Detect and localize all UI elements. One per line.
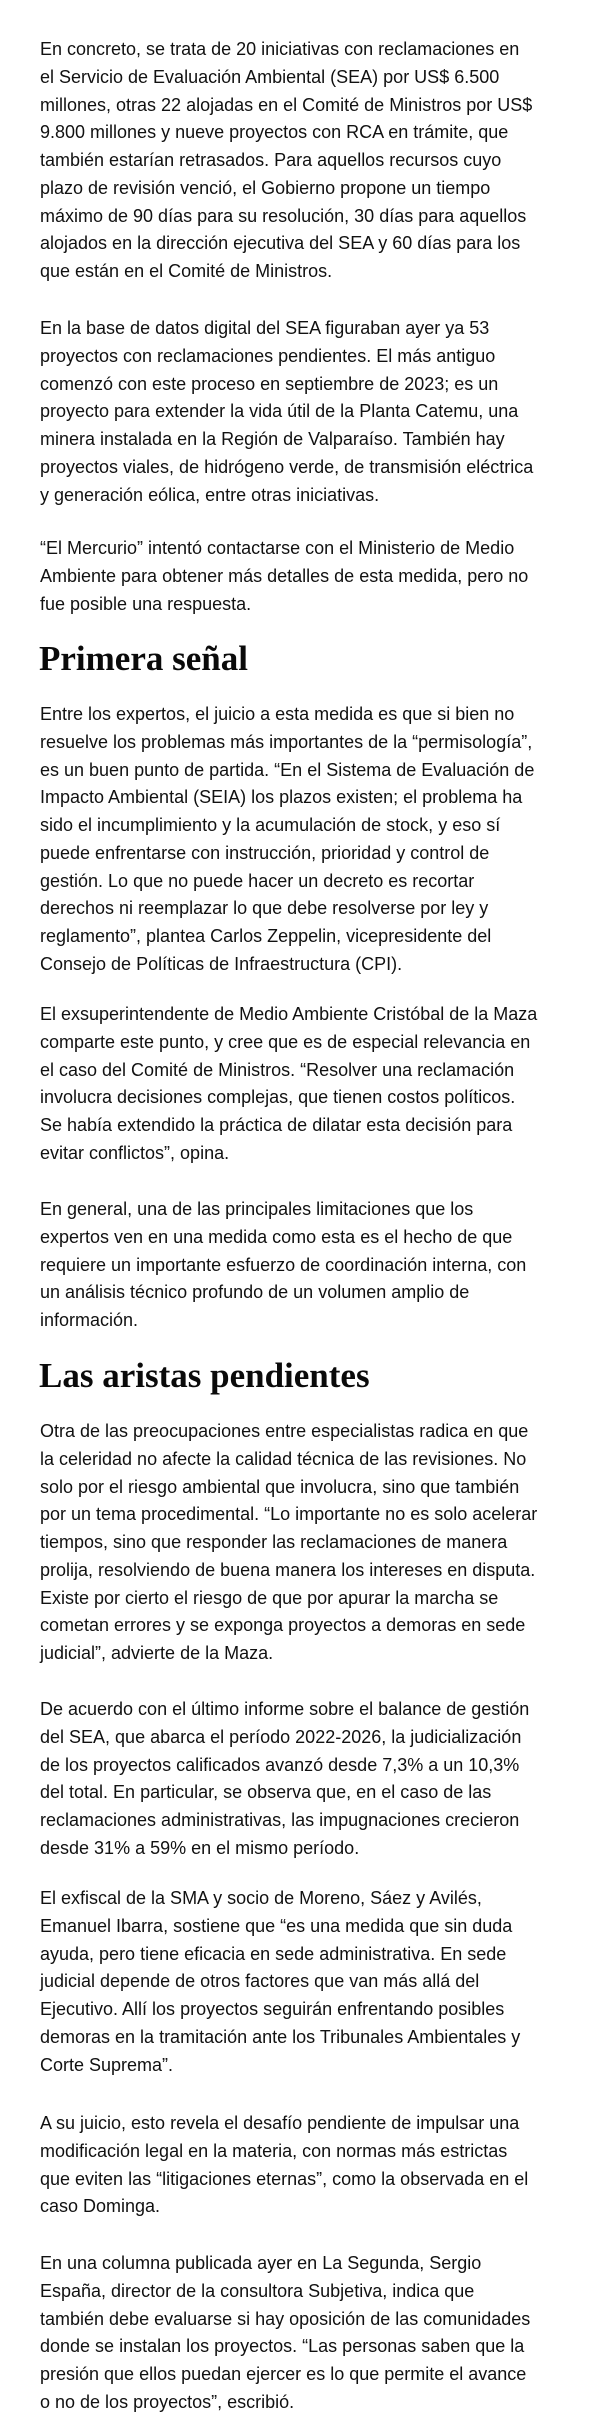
text-line: Consejo de Políticas de Infraestructura (CPI). bbox=[40, 953, 403, 974]
text-line: “El Mercurio” intentó contactarse con el Ministerio de Medio bbox=[40, 538, 515, 558]
text-line: 9.800 millones y nueve proyectos con RCA en trámite, que bbox=[40, 122, 509, 143]
text-line: demoras en la tramitación ante los Tribunales Ambientales y bbox=[40, 2026, 521, 2047]
section-heading-las-aristas-pendientes: Las aristas pendientes bbox=[39, 1356, 370, 1395]
text-line: donde se instalan los proyectos. “Las personas saben que la bbox=[40, 2336, 525, 2357]
text-line: evitar conflictos”, opina. bbox=[40, 1142, 230, 1163]
text-line: que eviten las “litigaciones eternas”, como la observada en el bbox=[40, 2168, 529, 2189]
paragraph-7 bbox=[40, 1418, 590, 1668]
text-line: Otra de las preocupaciones entre especialistas radica en que bbox=[40, 1421, 529, 1441]
text-line: máximo de 90 días para su resolución, 30 días para aquellos bbox=[40, 205, 527, 226]
text-line: ayuda, pero tiene eficacia en sede administrativa. En sede bbox=[40, 1943, 507, 1964]
text-line: minera instalada en la Región de Valparaíso. También hay bbox=[40, 429, 505, 449]
text-line: del total. En particular, se observa que, en el caso de las bbox=[40, 1782, 492, 1803]
text-line: modificación legal en la materia, con normas más estrictas bbox=[40, 2140, 508, 2161]
text-line: Se había extendido la práctica de dilatar esta decisión para bbox=[40, 1115, 513, 1135]
text-line: y generación eólica, entre otras iniciativas. bbox=[40, 484, 380, 505]
text-line: el Servicio de Evaluación Ambiental (SEA) por US$ 6.500 bbox=[40, 66, 500, 87]
text-line: De acuerdo con el último informe sobre el balance de gestión bbox=[40, 1699, 530, 1719]
text-line: derechos ni reemplazar lo que debe resolverse por ley y bbox=[40, 898, 489, 919]
text-line: expertos ven en una medida como esta es el hecho de que bbox=[40, 1226, 513, 1247]
text-line: información. bbox=[40, 1310, 139, 1330]
text-line: el caso del Comité de Ministros. “Resolver una reclamación bbox=[40, 1059, 515, 1080]
text-line: es un buen punto de partida. “En el Sistema de Evaluación de bbox=[40, 759, 535, 780]
paragraph-6 bbox=[40, 1196, 590, 1335]
text-line: Existe por cierto el riesgo de que por apurar la marcha se bbox=[40, 1587, 499, 1608]
text-line: fue posible una respuesta. bbox=[40, 593, 252, 614]
text-line: En concreto, se trata de 20 iniciativas con reclamaciones en bbox=[40, 39, 520, 59]
text-line: Ambiente para obtener más detalles de esta medida, pero no bbox=[40, 565, 529, 586]
text-line: desde 31% a 59% en el mismo período. bbox=[40, 1837, 360, 1858]
text-line: prolija, resolviendo de buena manera los intereses en disputa. bbox=[40, 1559, 536, 1580]
text-line: Ejecutivo. Allí los proyectos seguirán enfrentando posibles bbox=[40, 1999, 505, 2019]
text-line: cometan errores y se exponga proyectos a demoras en sede bbox=[40, 1615, 526, 1636]
text-line: solo por el riesgo ambiental que involucra, sino que también bbox=[40, 1476, 520, 1497]
text-line: la celeridad no afecte la calidad técnica de las revisiones. No bbox=[40, 1448, 527, 1469]
text-line: proyectos con reclamaciones pendientes. El más antiguo bbox=[40, 345, 496, 366]
text-line: o no de los proyectos”, escribió. bbox=[40, 2391, 295, 2412]
text-line: Entre los expertos, el juicio a esta medida es que si bien no bbox=[40, 704, 515, 724]
text-line: también estarían retrasados. Para aquellos recursos cuyo bbox=[40, 150, 502, 170]
paragraph-5 bbox=[40, 1001, 590, 1168]
paragraph-10 bbox=[40, 2110, 590, 2221]
text-line: comenzó con este proceso en septiembre de 2023; es un bbox=[40, 373, 499, 394]
text-line: de los proyectos calificados avanzó desde 7,3% a un 10,3% bbox=[40, 1754, 520, 1775]
text-line: reglamento”, plantea Carlos Zeppelin, vicepresidente del bbox=[40, 926, 492, 946]
text-line: El exfiscal de la SMA y socio de Moreno, Sáez y Avilés, bbox=[40, 1888, 482, 1908]
text-line: En general, una de las principales limitaciones que los bbox=[40, 1199, 474, 1219]
text-line: requiere un importante esfuerzo de coordinación interna, con bbox=[40, 1254, 527, 1275]
text-line: un análisis técnico profundo de un volumen amplio de bbox=[40, 1282, 470, 1303]
text-line: judicial”, advierte de la Maza. bbox=[40, 1643, 274, 1663]
text-line: España, director de la consultora Subjetiva, indica que bbox=[40, 2280, 475, 2301]
text-line: comparte este punto, y cree que es de especial relevancia en bbox=[40, 1031, 531, 1052]
text-line: resuelve los problemas más importantes de la “permisología”, bbox=[40, 731, 533, 752]
text-line: presión que ellos puedan ejercer es lo que permite el avance bbox=[40, 2364, 527, 2384]
text-line: puede enfrentarse con instrucción, prioridad y control de bbox=[40, 842, 490, 863]
text-line: reclamaciones administrativas, las impugnaciones crecieron bbox=[40, 1810, 520, 1830]
paragraph-1 bbox=[40, 36, 590, 286]
text-line: también debe evaluarse si hay oposición de las comunidades bbox=[40, 2308, 531, 2329]
text-line: proyectos viales, de hidrógeno verde, de transmisión eléctrica bbox=[40, 456, 534, 477]
text-line: gestión. Lo que no puede hacer un decreto es recortar bbox=[40, 870, 475, 891]
text-line: A su juicio, esto revela el desafío pendiente de impulsar una bbox=[40, 2113, 520, 2133]
text-line: involucra decisiones complejas, que tienen costos políticos. bbox=[40, 1087, 516, 1108]
text-line: judicial depende de otros factores que van más allá del bbox=[40, 1971, 480, 1992]
text-line: que están en el Comité de Ministros. bbox=[40, 261, 333, 281]
section-heading-primera-senal: Primera señal bbox=[39, 639, 248, 678]
text-line: proyecto para extender la vida útil de la Planta Catemu, una bbox=[40, 401, 519, 422]
paragraph-2 bbox=[40, 315, 590, 509]
text-line: alojados en la dirección ejecutiva del SEA y 60 días para los bbox=[40, 233, 521, 254]
text-line: del SEA, que abarca el período 2022-2026, la judicialización bbox=[40, 1726, 522, 1747]
text-line: millones, otras 22 alojadas en el Comité de Ministros por US$ bbox=[40, 94, 533, 115]
paragraph-3 bbox=[40, 535, 590, 618]
paragraph-9 bbox=[40, 1885, 590, 2079]
text-line: En la base de datos digital del SEA figuraban ayer ya 53 bbox=[40, 318, 490, 338]
text-line: caso Dominga. bbox=[40, 2196, 161, 2217]
text-line: Corte Suprema”. bbox=[40, 2054, 174, 2075]
paragraph-4 bbox=[40, 701, 590, 979]
paragraph-11 bbox=[40, 2250, 590, 2417]
paragraph-8 bbox=[40, 1696, 590, 1863]
text-line: El exsuperintendente de Medio Ambiente Cristóbal de la Maza bbox=[40, 1004, 538, 1024]
text-line: sido el incumplimiento y la acumulación de stock, y eso sí bbox=[40, 815, 501, 835]
text-line: En una columna publicada ayer en La Segunda, Sergio bbox=[40, 2253, 482, 2273]
text-line: por un tema procedimental. “Lo importante no es solo acelerar bbox=[40, 1504, 538, 1525]
text-line: Impacto Ambiental (SEIA) los plazos existen; el problema ha bbox=[40, 787, 523, 808]
text-line: plazo de revisión venció, el Gobierno propone un tiempo bbox=[40, 177, 491, 198]
text-line: Emanuel Ibarra, sostiene que “es una medida que sin duda bbox=[40, 1915, 513, 1936]
text-line: tiempos, sino que responder las reclamaciones de manera bbox=[40, 1532, 508, 1552]
